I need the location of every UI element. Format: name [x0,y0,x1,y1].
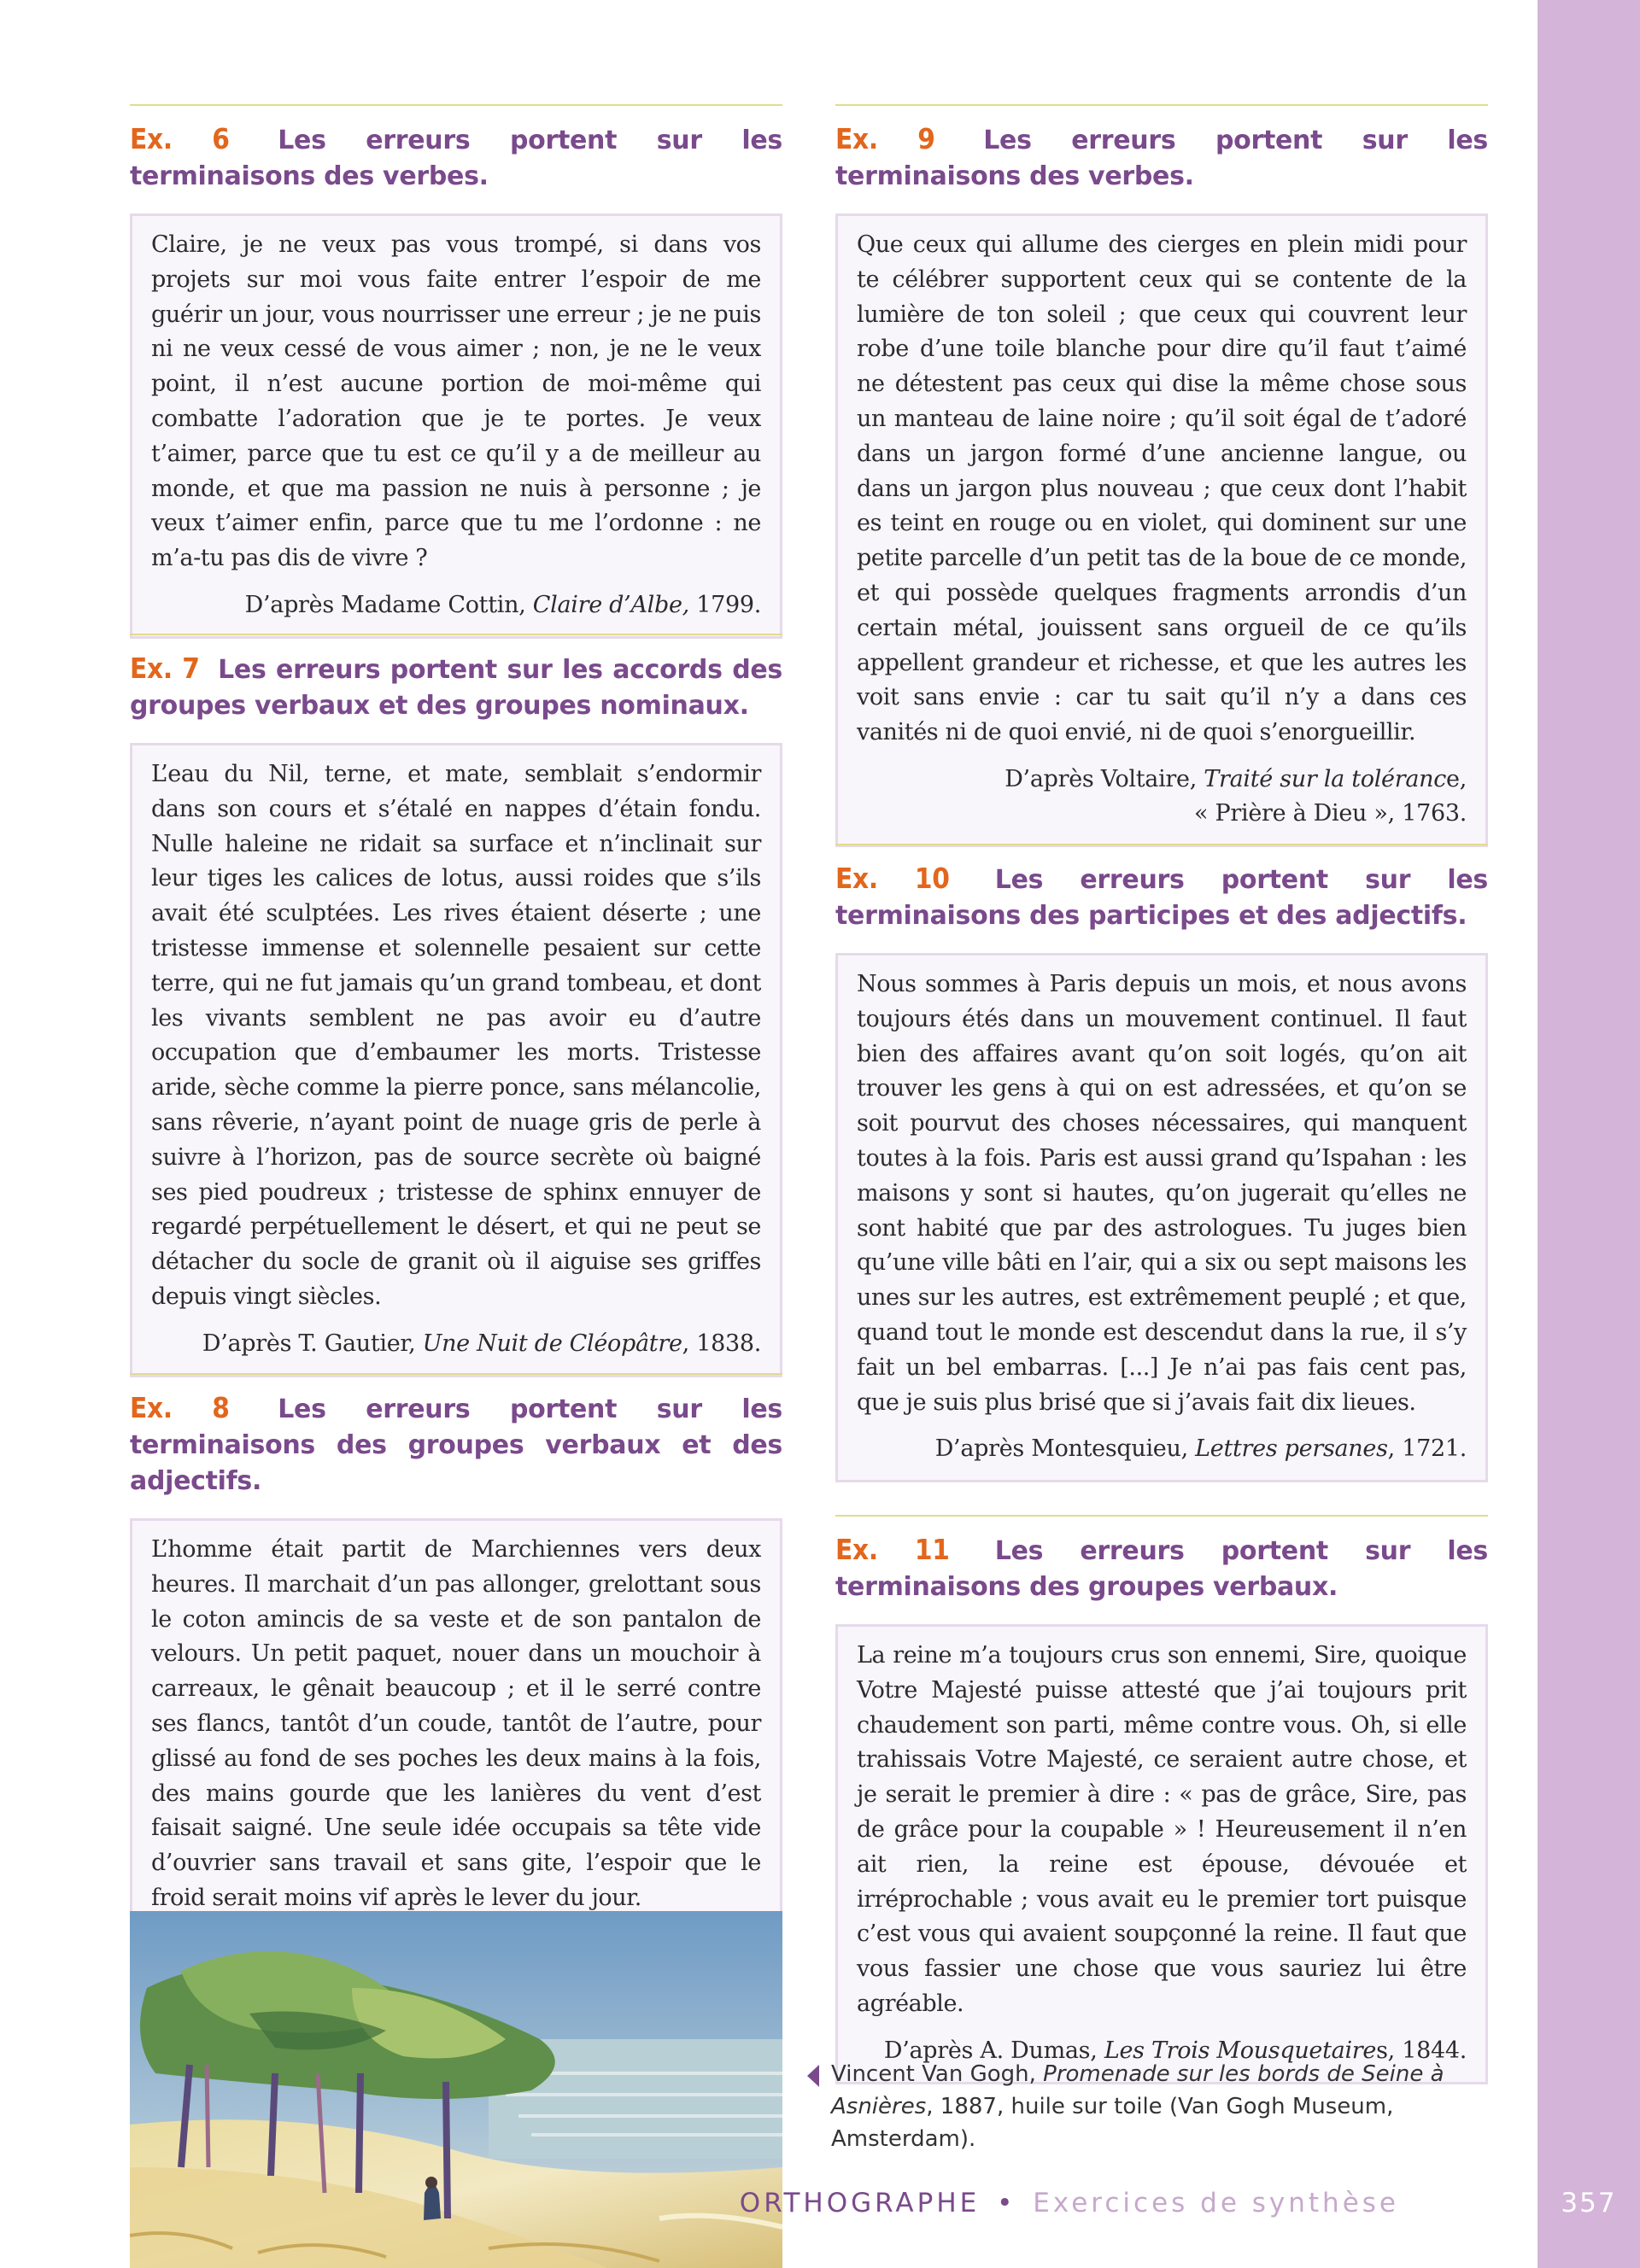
exercise-9 [835,104,1488,847]
caption-author: Vincent Van Gogh, [831,2061,1044,2087]
footer-subsection-name: Exercices de synthèse [1033,2188,1399,2218]
exercise-passage: Claire, je ne veux pas vous trompé, si dans vos projets sur moi vous faite entrer l’espoir de me guérir un jour, vous nourrisser une erreur ; je ne puis ni ne veux cessé de vous aimer ; non, je ne le veux point, il n’est aucune portion de moi-même qui combatte l’adoration que je te portes. Je veux t’aimer, parce que tu est ce qu’il y a de meilleur au monde, et que ma passion ne nuis à personne ; je veux t’aimer enfin, parce que tu me l’ordonne : ne m’a-tu pas dis de vivre ? [151,231,761,572]
divider-rule [835,844,1488,845]
exercise-text-box [835,1624,1488,2084]
source-work-title: Claire d’Albe, [532,591,689,618]
exercise-number: Ex. 8 [130,1391,230,1424]
exercise-heading [130,1390,782,1499]
exercise-passage: Nous sommes à Paris depuis un mois, et nous avons toujours étés dans un mouvement continuel. Il faut bien des affaires avant qu’on soit logés, qu’on ait trouver les gens à qui on est adressées, et qu’on se soit pourvut des choses nécessaires, qui manquent toutes à la fois. Paris est aussi grand qu’Ispahan : les maisons y sont si hautes, qu’on jugerait qu’elles ne sont habité que par des astrologues. Tu juges bien qu’une ville bâti en l’air, qui a six ou sept maisons les unes sur les autres, est extrêmement peuplé ; et que, quand tout le monde est descendut dans la rue, il s’y fait un bel embarras. [...] Je n’ai pas fais cent pas, que je suis plus brisé que si j’avais fait dix lieues. [857,971,1467,1416]
source-year: , 1721. [1387,1435,1467,1463]
exercise-heading [130,651,782,724]
source-work-title: Lettres persanes [1195,1435,1388,1463]
exercise-text-box [130,213,782,639]
exercise-7 [130,634,782,1377]
exercise-instruction: Les erreurs portent sur les terminaisons des groupes verbaux. [835,1536,1488,1602]
caption-details: , 1887, huile sur toile (Van Gogh Museum, Amsterdam). [831,2094,1394,2152]
footer-section-name: ORTHOGRAPHE [739,2188,981,2218]
exercise-11 [835,1515,1488,2084]
exercise-heading [130,121,782,195]
source-author: D’après Madame Cottin, [244,591,533,618]
exercise-heading [835,121,1488,195]
source-year: s, 1844. [1376,2037,1467,2064]
footer-running-title [740,2188,1399,2218]
caption-work-title: Promenade sur les bords de Seine à Asnières [831,2061,1444,2119]
exercise-passage: L’eau du Nil, terne, et mate, semblait s’endormir dans son cours et s’étalé en nappes d’étain fondu. Nulle haleine ne ridait sa surface et n’inclinait sur leur tiges les calices de lotus, aussi roides que s’ils avait été sculptées. Les rives étaient déserte ; une tristesse immense et solennelle pesaient sur cette terre, qui ne fut jamais qu’un grand tombeau, et dont les vivants semblent ne pas avoir eu d’autre occupation que d’embaumer les morts. Tristesse aride, sèche comme la pierre ponce, sans mélancolie, sans rêverie, n’ayant point de nuage gris de perle à suivre à l’horizon, pas de source secrète où baigné ses pied poudreux ; tristesse de sphinx ennuyer de regardé perpétuellement le désert, et qui ne peut se détacher du socle de granit où il aiguise ses griffes depuis vingt siècles. [151,761,761,1310]
exercise-instruction: Les erreurs portent sur les terminaisons des verbes. [130,126,782,191]
exercise-10 [835,844,1488,1482]
exercise-instruction: Les erreurs portent sur les accords des groupes verbaux et des groupes nominaux. [130,655,782,721]
divider-rule [835,1515,1488,1517]
exercise-heading [835,861,1488,934]
page-footer [0,2188,1640,2230]
exercise-number: Ex. 7 [130,652,200,685]
exercise-number: Ex. 10 [835,862,950,895]
exercise-source [857,1432,1467,1466]
source-work-title: Traité sur la toléranc [1204,765,1447,792]
source-work-title: Une Nuit de Cléopâtre [422,1330,682,1357]
page-number: 357 [1561,2188,1617,2218]
exercise-instruction: Les erreurs portent sur les terminaisons des participes et des adjectifs. [835,865,1488,931]
exercise-text-box [130,743,782,1377]
source-author: D’après A. Dumas, [883,2037,1104,2064]
footer-bullet: • [997,2188,1016,2218]
exercise-8 [130,1373,782,1979]
exercise-text-box [835,953,1488,1482]
exercise-instruction: Les erreurs portent sur les terminaisons des groupes verbaux et des adjectifs. [130,1394,782,1496]
painting-caption [807,2058,1463,2155]
exercise-number: Ex. 6 [130,122,230,155]
exercise-heading [835,1532,1488,1605]
source-author: D’après T. Gautier, [202,1330,423,1357]
divider-rule [130,104,782,106]
exercise-6 [130,104,782,639]
exercise-instruction: Les erreurs portent sur les terminaisons des verbes. [835,126,1488,191]
divider-rule [835,104,1488,106]
source-year: , 1838. [682,1330,761,1357]
source-work-title: Les Trois Mousquetaire [1104,2037,1377,2064]
divider-rule [130,634,782,635]
exercise-passage: L’homme était partit de Marchiennes vers deux heures. Il marchait d’un pas allonger, grelottant sous le coton amincis de sa veste et de son pantalon de velours. Un petit paquet, nouer dans un mouchoir à carreaux, le gênait beaucoup ; et il le serré contre ses flancs, tantôt d’un coude, tantôt de l’autre, pour glissé au fond de ses poches les deux mains à la fois, des mains gourde que les lanières du vent d’est faisait saigné. Une seule idée occupais sa tête vide d’ouvrier sans travail et sans gite, l’espoir que le froid serait moins vif après le lever du jour. [151,1536,761,1911]
side-margin-band [1538,0,1640,2268]
exercise-passage: La reine m’a toujours crus son ennemi, Sire, quoique Votre Majesté puisse attesté que j’ai toujours prit chaudement son parti, même contre vous. Oh, si elle trahissais Votre Majesté, ce seraient autre chose, et je serait le premier à dire : « pas de grâce, Sire, pas de grâce pour la coupable » ! Heureusement il n’en ait rien, la reine est épouse, dévouée et irréprochable ; vous avait eu le premier tort puisque c’est vous qui avaient soupçonné la reine. Il faut que vous fassier une chose que vous sauriez lui être agréable. [857,1642,1467,2017]
source-year: e, [1446,765,1467,792]
source-year: 1799. [688,591,761,618]
exercise-text-box [130,1518,782,1979]
exercise-number: Ex. 11 [835,1533,950,1566]
divider-rule [130,1373,782,1375]
caption-pointer-icon [807,2065,819,2087]
source-author: D’après Montesquieu, [934,1435,1196,1463]
exercise-source [151,1327,761,1361]
exercise-source [857,763,1467,831]
exercise-source [151,588,761,623]
source-chapter: « Prière à Dieu », 1763. [1194,799,1467,827]
exercise-passage: Que ceux qui allume des cierges en plein midi pour te célébrer supportent ceux qui se contente de la lumière de ton soleil ; que ceux qui couvrent leur robe d’une toile blanche pour dire qu’il faut t’aimé ne détestent pas ceux qui dise la même chose sous un manteau de laine noire ; qu’il soit égal de t’adoré dans un jargon formé d’une ancienne langue, ou dans un jargon plus nouveau ; que ceux dont l’habit es teint en rouge ou en violet, qui dominent sur une petite parcelle d’un petit tas de la boue de ce monde, et qui possède quelques fragments arrondis d’un certain métal, jouissent sans orgueil de ce qu’ils appellent grandeur et richesse, et que les autres les voit sans envie : car tu sait qu’il n’y a dans ces vanités ni de quoi envié, ni de quoi s’enorgueillir. [857,231,1467,746]
exercise-number: Ex. 9 [835,122,935,155]
exercise-text-box [835,213,1488,847]
source-author: D’après Voltaire, [1004,765,1204,792]
